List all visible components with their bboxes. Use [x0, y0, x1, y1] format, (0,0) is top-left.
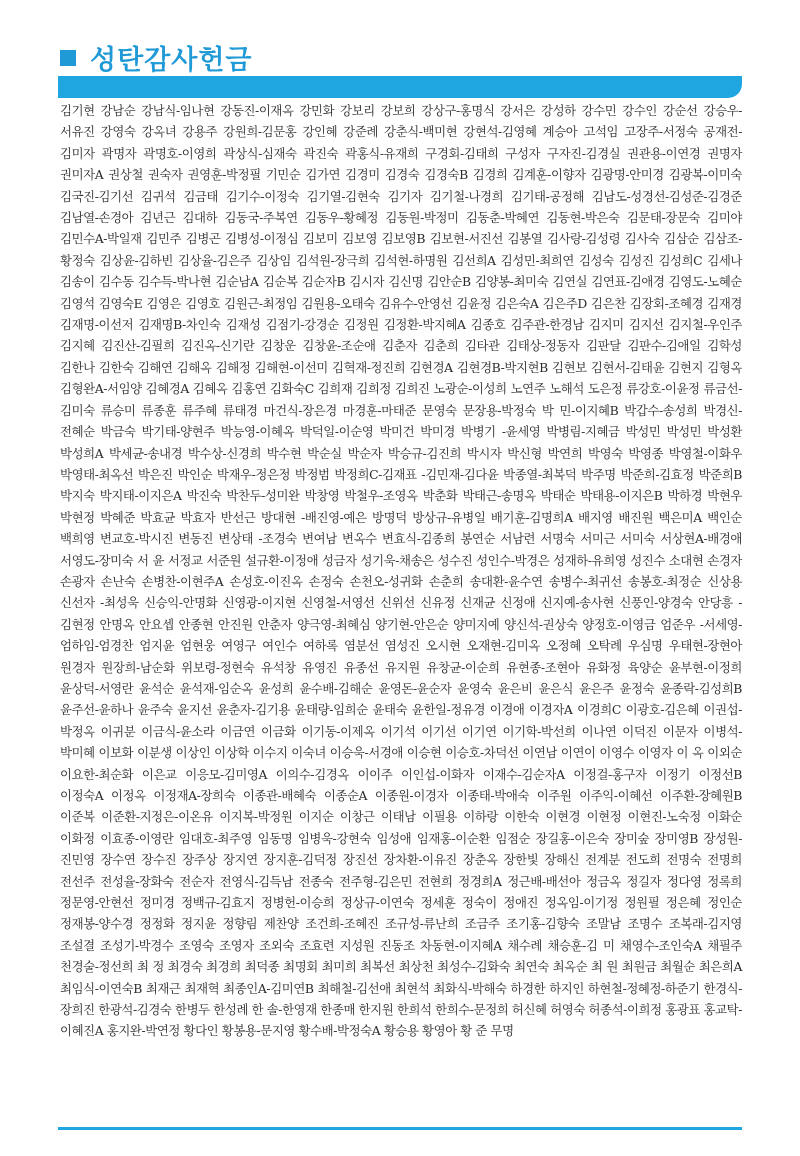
page-header — [60, 38, 253, 77]
page-title: 성탄감사헌금 — [90, 45, 253, 76]
donor-name-list: 김기현 강남순 강남식-임나현 강동진-이재옥 강민화 강보리 강보희 강상구-홍명식 강서은 강성하 강수민 강수인 강순선 강승우-서유진 강영숙 강옥녀 강용주 강원희-김문홍 강인혜 강준례 강춘식-백미현 강현석-김영혜 계승아 고석임 고장주-서정숙 공재전-김미자 곽명자 곽명호-이영희 곽상식-심재숙 곽진숙 곽홍식-유재희 구경회-김태희 구성자 구자진-김경실 권관용-이연경 권명자 권미자A 권상철 권숙자 권영훈-박정필 기민순 김가연 김경미 김경숙 김경숙B 김경희 김계훈-이향자 김광명-안미경 김광복-이미숙 김국진-김기선 김귀석 김금태 김기수-이정숙 김기열-김현숙 김기자 김기철-나경희 김기태-공정해 김남도-성경선-김성준-김경준 김남열-손경아 김년근 김대하 김동국-주복연 김동우-황혜정 김동원-박정미 김동춘-박혜연 김동현-박은숙 김문태-장문숙 김미야 김민수A-박일재 김민주 김병곤 김병성-이정심 김보미 김보영 김보영B 김보현-서진선 김봉열 김사랑-김성령 김사숙 김삼순 김삼조-황정숙 김상윤-김하빈 김상율-김은주 김상임 김석원-장극희 김석현-하명원 김선희A 김성민-최희연 김성숙 김성진 김성희C 김세나 김송이 김수동 김수득-박나현 김순남A 김순복 김순자B 김시자 김신명 김안순B 김양봉-최미숙 김연실 김연표-김애경 김영도-노혜순 김영석 김영숙E 김영은 김영호 김원근-최정임 김원용-오태숙 김유수-안영선 김윤정 김은숙A 김은주D 김은찬 김장회-조혜경 김재경 김재명-이선저 김재명B-차인숙 김재성 김점기-강경순 김정원 김정환-박지혜A 김종호 김주관-한경남 김지미 김지선 김지철-우인주 김지혜 김진산-김필희 김진옥-신기란 김창운 김창윤-조순애 김춘자 김춘희 김타관 김태상-정동자 김판달 김판수-김애일 김학성 김한나 김한숙 김해연 김해옥 김해정 김해현-이선미 김혁재-정진희 김현경A 김현경B-박지현B 김현보 김현서-김태윤 김현지 김형옥 김형완A-서임양 김혜경A 김혜옥 김홍연 김화숙C 김희재 김희정 김희진 노광순-이성희 노연주 노해석 도은정 류강호-이윤정 류금선-김미숙 류승미 류종훈 류주혜 류태경 마건식-장은경 마경훈-마태준 문영숙 문장용-박정숙 박 민-이지혜B 박갑수-송성희 박경신-전혜순 박금숙 박기태-양현주 박능영-이혜옥 박덕일-이순영 박미건 박미경 박병기 -윤세영 박병림-지혜금 박성민 박성민 박성환 박성희A 박세균-송내경 박수상-신경희 박수현 박순실 박순자 박승규-김진희 박시자 박신형 박연희 박영숙 박영종 박영철-이화우 박영태-최옥선 박은진 박인순 박재우-정은정 박정범 박정희C-김재표 -김민재-김다윤 박종열-최복덕 박주명 박준희-김효정 박준희B 박지숙 박지태-이지은A 박진숙 박찬두-성미완 박창영 박철우-조영옥 박춘화 박태근-송명옥 박태순 박태용-이지은B 박하경 박현우 박현정 박혜준 박효균 박효자 반선근 방대현 -배진영-예은 방명덕 방상규-유병일 배기훈-김명희A 배지영 배진원 백은미A 백인순 백희영 변교호-박시진 변동진 변상태 -조경숙 변여남 변옥수 변효식-김종희 봉연순 서남련 서명숙 서미근 서미숙 서상현A-배경애 서영도-장미숙 서 윤 서정교 서준원 설규환-이정애 성금자 성기욱-채송은 성수진 성인수-박경은 성재하-유희영 성진수 소대현 손경자 손광자 손난숙 손병찬-이현주A 손성호-이진옥 손정숙 손천오-성귀화 손춘희 송대환-윤수연 송병수-최귀선 송봉호-최정순 신상용 신선자 -최성욱 신승익-안명화 신영광-이지현 신영철-서영선 신위선 신유정 신재균 신정애 신지예-송사현 신풍인-양경숙 안당흥 -김현정 안명옥 안요셉 안종현 안진원 안춘자 양극영-최혜심 양기현-안은순 양미지예 양신석-권상숙 양정호-이영금 엄준우 -서세영-엄하임-엄경찬 엄지윤 엄현웅 여영구 여인수 여하록 염분선 염성진 오시현 오재현-김미옥 오정혜 오탁례 우심명 우태현-장현아 원경자 원장희-남순화 위보령-정현숙 유석창 유영진 유종선 유지원 유창균-이순희 유현종-조현아 유화정 육양순 윤부현-이정희 윤상덕-서영란 윤석순 윤석재-임순옥 윤성희 윤수배-김해순 윤영돈-윤순자 윤영숙 윤은비 윤은식 윤은주 윤정숙 윤종락-김성희B 윤주선-윤하나 윤주숙 윤지선 윤춘자-김기용 윤태량-임희순 윤태숙 윤한일-정유경 이경애 이경자A 이경희C 이광호-김은혜 이권섭-박정옥 이귀분 이금식-윤소라 이금연 이금화 이기동-이제옥 이기석 이기선 이기연 이기학-박선희 이나연 이덕진 이문자 이병석-박미혜 이보화 이분생 이상인 이상학 이수지 이숙녀 이승욱-서경애 이승현 이승호-차덕선 이연남 이연이 이영수 이영자 이 옥 이외순 이요한-최순화 이은교 이응모-김미영A 이의수-김경옥 이이주 이인섭-이화자 이재수-김순자A 이정걸-홍구자 이정기 이정선B 이정숙A 이정옥 이정재A-장희숙 이종관-배혜숙 이종순A 이종원-이경자 이종태-박애숙 이주원 이주익-이혜선 이주환-장혜원B 이준복 이준환-지정은-이온유 이지복-박정원 이지순 이창근 이태남 이필용 이하랑 이한숙 이현경 이현정 이현진-노숙정 이화순 이화정 이효종-이영란 임대호-최주영 임동명 임병욱-강현숙 임성애 임재홍-이순환 임점순 장길홍-이은숙 장미숲 장미영B 장성원-진민영 장수연 장수진 장주상 장지연 장지훈-김덕정 장진선 장차환-이유진 장춘옥 장한빛 장해신 전계분 전도희 전명숙 전명희 전선주 전성율-장화숙 전순자 전영식-김득남 전종숙 전주형-김은민 전현희 정경희A 정근배-배선아 정금옥 정길자 정다영 정록희 정문영-안현선 정미경 정백규-김효지 정병헌-이승희 정상규-이연숙 정세훈 정숙이 정애진 정옥임-이기정 정원필 정은혜 정인순 정재봉-양수경 정정화 정지윤 정향림 제찬양 조건희-조혜진 조규성-류난희 조금주 조기홍-김향숙 조말남 조명수 조복래-김지영 조설결 조성기-박경수 조영숙 조영자 조외숙 조효련 지성원 진동조 차동현-이지혜A 채수례 채승훈-김 미 채영수-조인숙A 채필주 천경술-정선희 최 정 최경숙 최경희 최덕종 최명회 최미희 최복선 최상천 최성수-김화숙 최연숙 최옥순 최 원 최원금 최월순 최은희A 최임식-이연숙B 최재근 최재혁 최종인A-김미연B 최해철-김선애 최현석 최화식-박해숙 하경한 하지인 하현철-정혜정-하준기 한경식-장희진 한광석-김경숙 한병두 한성례 한 솔-한영재 한종매 한지원 한희석 한희수-문정희 허신혜 허영숙 허종석-이희정 홍광표 홍교탁-이혜진A 홍지완-박연정 황다인 황봉용-문지영 황수배-박정숙A 황승용 황영아 황 준 무명 — [60, 103, 742, 1039]
square-bullet-icon — [60, 50, 76, 66]
header-accent-bar — [58, 76, 742, 98]
footer-divider — [58, 1127, 742, 1130]
